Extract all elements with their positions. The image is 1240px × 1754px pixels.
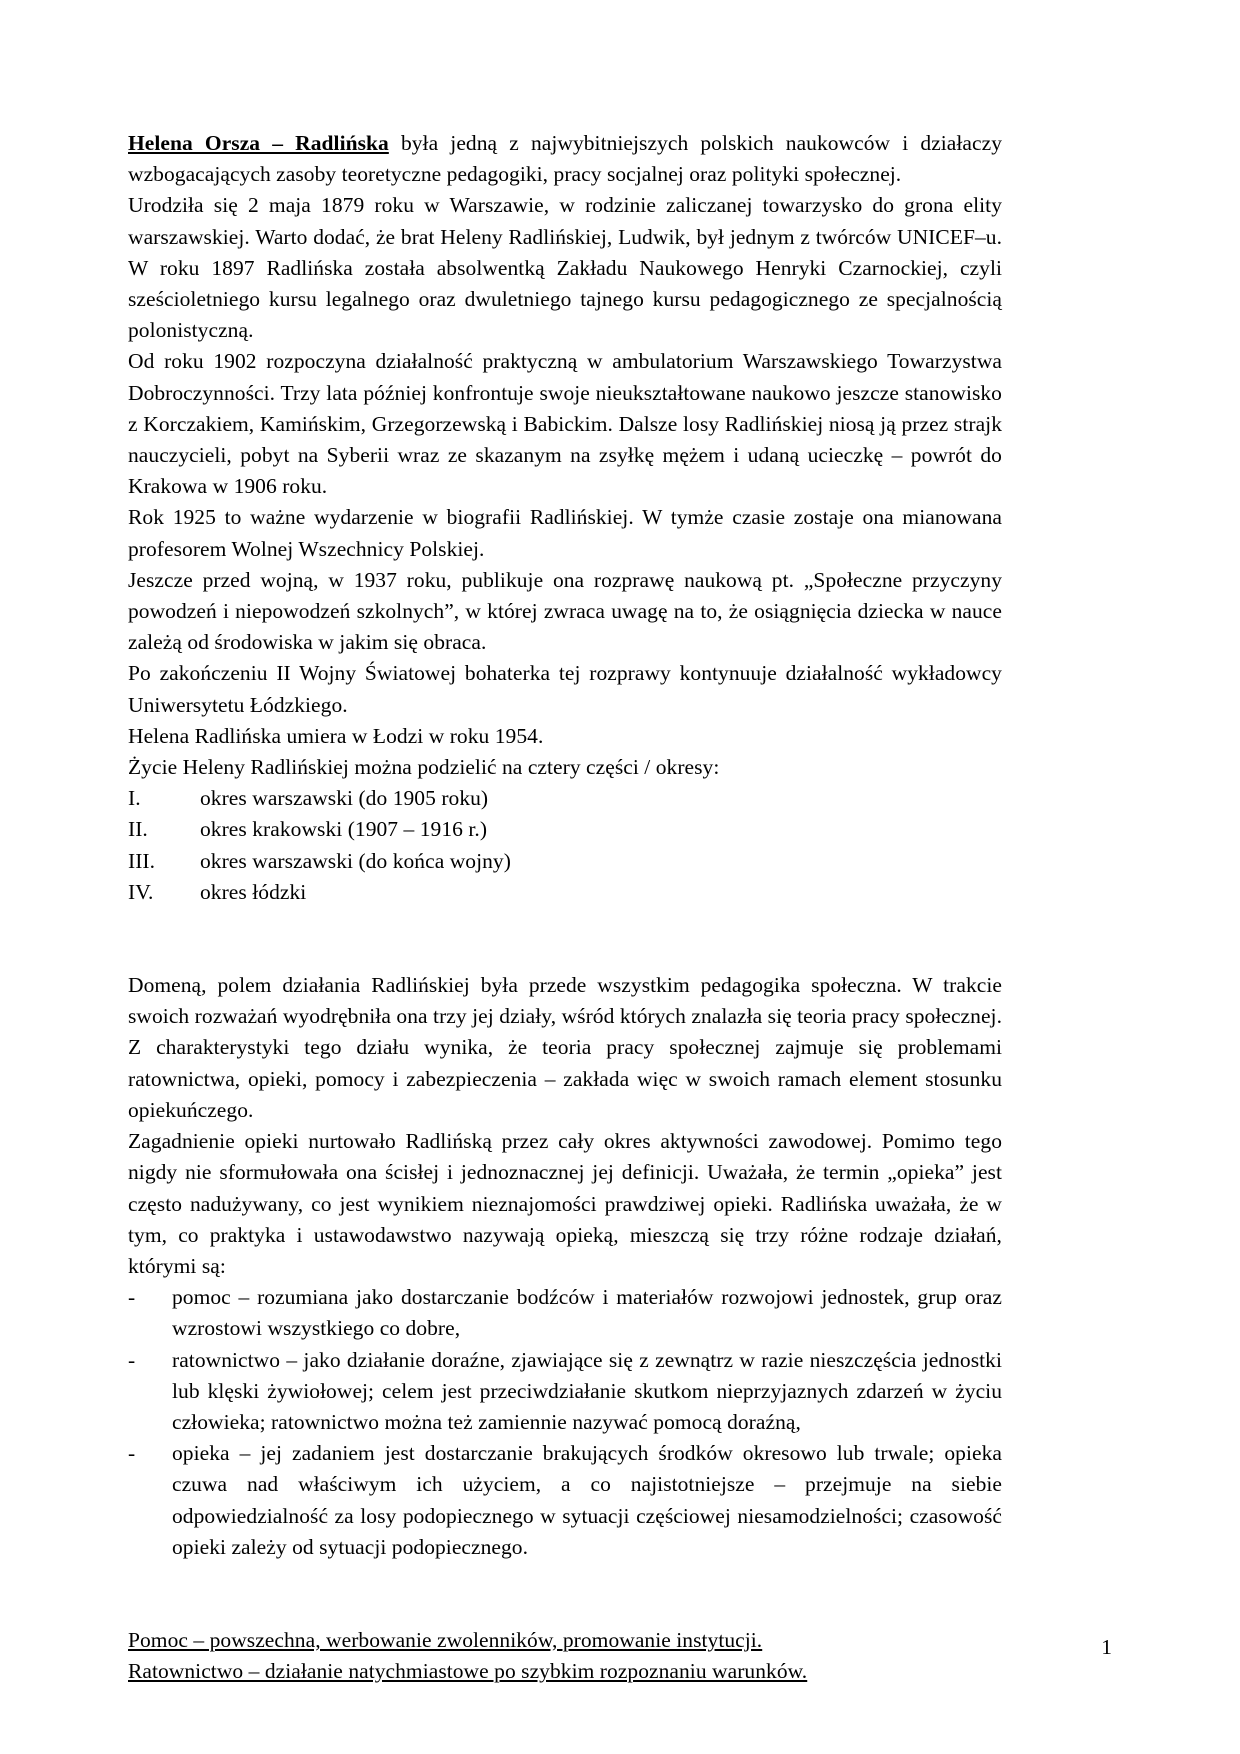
action-types-list (128, 1282, 1002, 1563)
list-item (128, 1438, 1002, 1563)
list-item-label: okres łódzki (200, 879, 307, 904)
subject-name-heading: Helena Orsza – Radlińska (128, 131, 389, 155)
list-item-label: okres warszawski (do końca wojny) (200, 848, 511, 873)
list-marker: III. (128, 848, 156, 873)
list-item-label: opieka – jej zadaniem jest dostarczanie brakujących środków okresowo lub trwale; opieka czuwa nad właściwym ich użyciem, a co najistotniejsze – przejmuje na siebie odpowiedzialność za losy podopiecznego w sytuacji częściowej niesamodzielności; czasowość opieki zależy od sytuacji podopiecznego. (172, 1441, 1002, 1559)
list-item (128, 1345, 1002, 1439)
list-item (128, 877, 1002, 908)
section-spacer (128, 908, 1002, 939)
list-marker: II. (128, 817, 148, 842)
paragraph-domain: Domeną, polem działania Radlińskiej była przede wszystkim pedagogika społeczna. W trakcie swoich rozważań wyodrębniła ona trzy jej działy, wśród których znalazła się teoria pracy społecznej. Z charakterystyki tego działu wynika, że teoria pracy społecznej zajmuje się problemami ratownictwa, opieki, pomocy i zabezpieczenia – zakłada więc w swoich ramach element stosunku opiekuńczego. (128, 973, 1002, 1122)
document-body (128, 128, 1002, 1687)
paragraph-postwar: Po zakończeniu II Wojny Światowej bohaterka tej rozprawy kontynuuje działalność wykładowcy Uniwersytetu Łódzkiego. (128, 661, 1002, 717)
list-dash-marker: - (128, 1347, 136, 1372)
paragraph-practice-1902: Od roku 1902 rozpoczyna działalność praktyczną w ambulatorium Warszawskiego Towarzystwa Dobroczynności. Trzy lata później konfrontuje swoje nieukształtowane naukowo jeszcze stanowisko z Korczakiem, Kamińskim, Grzegorzewską i Babickim. Dalsze losy Radlińskiej niosą ją przez strajk nauczycieli, pobyt na Syberii wraz ze skazanym na zsyłkę mężem i udaną ucieczkę – powrót do Krakowa w 1906 roku. (128, 349, 1002, 499)
summary-line-pomoc: Pomoc – powszechna, werbowanie zwolenników, promowanie instytucji. (128, 1627, 763, 1652)
periods-roman-list (128, 783, 1002, 908)
list-dash-marker: - (128, 1441, 136, 1466)
section-spacer (128, 1563, 1002, 1594)
list-item-label: okres krakowski (1907 – 1916 r.) (200, 817, 488, 842)
summary-definitions (128, 1625, 1002, 1687)
list-item-label: okres warszawski (do 1905 roku) (200, 786, 489, 811)
list-item (128, 1282, 1002, 1344)
paragraph-care-definition: Zagadnienie opieki nurtowało Radlińską przez cały okres aktywności zawodowej. Pomimo tego nigdy nie sformułowała ona ścisłej i jednoznacznej jej definicji. Uważała, że termin „opieka” jest często nadużywany, co jest wynikiem nieznajomości prawdziwej opieki. Radlińska uważała, że w tym, co praktyka i ustawodawstwo nazywają opieką, mieszczą się trzy różne rodzaje działań, którymi są: (128, 1129, 1002, 1278)
section-spacer (128, 939, 1002, 970)
paragraph-year-1925: Rok 1925 to ważne wydarzenie w biografii Radlińskiej. W tymże czasie zostaje ona mianowana profesorem Wolnej Wszechnicy Polskiej. (128, 505, 1002, 561)
list-item (128, 846, 1002, 877)
paragraph-intro-text: była jedną z najwybitniejszych polskich naukowców i działaczy wzbogacających zasoby teoretyczne pedagogiki, pracy socjalnej oraz polityki społecznej. (128, 131, 1003, 187)
summary-line-ratownictwo: Ratownictwo – działanie natychmiastowe po szybkim rozpoznaniu warunków. (128, 1659, 808, 1684)
list-dash-marker: - (128, 1285, 136, 1310)
list-item (128, 783, 1002, 814)
paragraph-birth: Urodziła się 2 maja 1879 roku w Warszawie, w rodzinie zaliczanej towarzysko do grona elity warszawskiej. Warto dodać, że brat Heleny Radlińskiej, Ludwik, był jednym z twórców UNICEF–u. W roku 1897 Radlińska została absolwentką Zakładu Naukowego Henryki Czarnockiej, czyli sześcioletniego kursu legalnego oraz dwuletniego tajnego kursu pedagogicznego ze specjalnością polonistyczną. (128, 193, 1002, 343)
list-item-label: ratownictwo – jako działanie doraźne, zjawiające się z zewnątrz w razie nieszczęścia jednostki lub klęski żywiołowej; celem jest przeciwdziałanie skutkom nieprzyjaznych zdarzeń w życiu człowieka; ratownictwo można też zamiennie nazywać pomocą doraźną, (172, 1347, 1002, 1434)
list-item (128, 814, 1002, 845)
list-marker: I. (128, 786, 141, 811)
paragraph-intro (128, 128, 1002, 190)
list-marker: IV. (128, 879, 154, 904)
paragraph-death: Helena Radlińska umiera w Łodzi w roku 1954. (128, 723, 544, 748)
paragraph-periods-intro: Życie Heleny Radlińskiej można podzielić na cztery części / okresy: (128, 755, 720, 780)
section-spacer (128, 1594, 1002, 1625)
list-item-label: pomoc – rozumiana jako dostarczanie bodźców i materiałów rozwojowi jednostek, grup oraz wzrostowi wszystkiego co dobre, (172, 1285, 1002, 1341)
paragraph-publication-1937: Jeszcze przed wojną, w 1937 roku, publikuje ona rozprawę naukową pt. „Społeczne przyczyny powodzeń i niepowodzeń szkolnych”, w której zwraca uwagę na to, że osiągnięcia dziecka w nauce zależą od środowiska w jakim się obraca. (128, 567, 1002, 655)
page-number: 1 (1101, 1634, 1112, 1659)
